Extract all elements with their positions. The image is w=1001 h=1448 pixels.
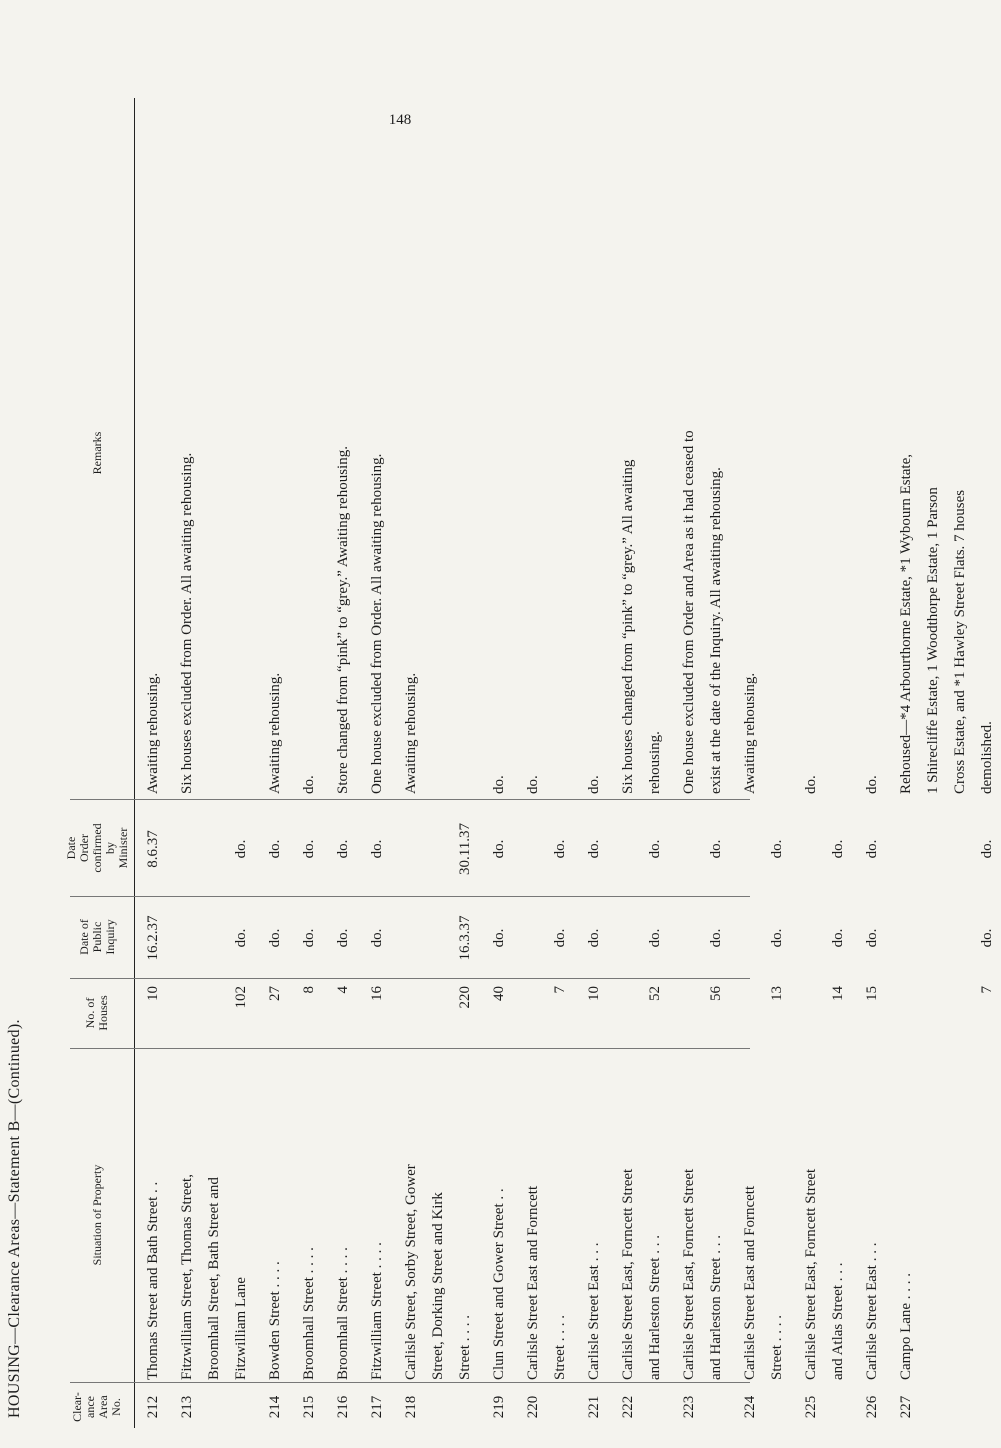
situation-line: Campo Lane . . . . bbox=[898, 1272, 914, 1380]
clearance-area-no: 213 bbox=[179, 1395, 195, 1419]
situation-line: Carlisle Street East, Forncett Street bbox=[803, 1168, 819, 1380]
house-count: 56 bbox=[708, 986, 724, 1001]
table-row bbox=[296, 98, 323, 1428]
page-number: 148 bbox=[388, 112, 412, 128]
table-row bbox=[330, 98, 357, 1428]
house-count: 13 bbox=[769, 986, 785, 1001]
table-row bbox=[615, 98, 669, 1428]
house-count: 40 bbox=[491, 986, 507, 1001]
situation-line: Fitzwilliam Street, Thomas Street, bbox=[179, 1174, 195, 1380]
inquiry-date: do. bbox=[369, 928, 385, 948]
clearance-area-no: 226 bbox=[864, 1395, 880, 1419]
inquiry-date: do. bbox=[830, 928, 846, 948]
situation-line: Carlisle Street East and Forncett bbox=[742, 1185, 758, 1380]
header-row bbox=[62, 98, 132, 1428]
house-count: 7 bbox=[979, 986, 995, 994]
situation-line: Broomhall Street . . . . bbox=[335, 1247, 351, 1380]
table-row bbox=[893, 98, 1001, 1428]
inquiry-date: do. bbox=[267, 928, 283, 948]
table-row bbox=[581, 98, 608, 1428]
house-count: 52 bbox=[647, 986, 663, 1001]
inquiry-date: do. bbox=[864, 928, 880, 948]
confirmed-date: do. bbox=[830, 839, 846, 859]
situation-line: Thomas Street and Bath Street . . bbox=[145, 1181, 161, 1380]
confirmed-date: do. bbox=[552, 839, 568, 859]
inquiry-date: do. bbox=[647, 928, 663, 948]
header-no-of-houses: No. of Houses bbox=[83, 995, 110, 1031]
situation-line: Carlisle Street East, Forncett Street bbox=[681, 1168, 697, 1380]
confirmed-date: do. bbox=[708, 839, 724, 859]
house-count: 14 bbox=[830, 986, 846, 1001]
situation-line: Clun Street and Gower Street . . bbox=[491, 1188, 507, 1380]
inquiry-date: do. bbox=[491, 928, 507, 948]
house-count: 10 bbox=[586, 986, 602, 1001]
clearance-area-no: 216 bbox=[335, 1395, 351, 1419]
table-row bbox=[676, 98, 730, 1428]
confirmed-date: do. bbox=[864, 839, 880, 859]
remarks-line: Awaiting rehousing. bbox=[403, 672, 419, 794]
remarks-line: do. bbox=[864, 775, 880, 794]
confirmed-date: do. bbox=[369, 839, 385, 859]
confirmed-date: do. bbox=[301, 839, 317, 859]
remarks-line: do. bbox=[525, 775, 541, 794]
remarks-line: Rehoused—*4 Arbourthorne Estate, *1 Wybourn Estate, bbox=[898, 453, 914, 794]
situation-line: and Atlas Street . . . bbox=[830, 1262, 846, 1380]
remarks-line: One house excluded from Order. All awaiting rehousing. bbox=[369, 453, 385, 794]
table-row bbox=[798, 98, 852, 1428]
house-count: 220 bbox=[457, 986, 473, 1009]
remarks-line: do. bbox=[301, 775, 317, 794]
remarks-line: do. bbox=[803, 775, 819, 794]
confirmed-date: do. bbox=[647, 839, 663, 859]
situation-line: Carlisle Street, Sorby Street, Gower bbox=[403, 1164, 419, 1380]
confirmed-date: do. bbox=[491, 839, 507, 859]
table-row bbox=[140, 98, 167, 1428]
situation-line: Street . . . . bbox=[457, 1315, 473, 1380]
remarks-line: Six houses changed from “pink” to “grey.” All awaiting bbox=[620, 459, 636, 794]
clearance-area-no: 214 bbox=[267, 1395, 283, 1419]
inquiry-date: do. bbox=[301, 928, 317, 948]
inquiry-date: do. bbox=[979, 928, 995, 948]
confirmed-date: do. bbox=[335, 839, 351, 859]
remarks-line: 1 Shirecliffe Estate, 1 Woodthorpe Estate, 1 Parson bbox=[925, 487, 941, 794]
header-order-confirmed: Date Order confirmed by Minister bbox=[63, 823, 130, 873]
confirmed-date: do. bbox=[586, 839, 602, 859]
remarks-line: Store changed from “pink” to “grey.” Awaiting rehousing. bbox=[335, 446, 351, 794]
situation-line: and Harleston Street . . . bbox=[647, 1235, 663, 1380]
remarks-line: exist at the date of the Inquiry. All awaiting rehousing. bbox=[708, 467, 724, 794]
house-count: 16 bbox=[369, 986, 385, 1001]
inquiry-date: 16.3.37 bbox=[457, 915, 473, 961]
table-row bbox=[737, 98, 791, 1428]
remarks-line: do. bbox=[586, 775, 602, 794]
header-remarks: Remarks bbox=[89, 431, 104, 475]
situation-line: Street . . . . bbox=[769, 1315, 785, 1380]
inquiry-date: do. bbox=[335, 928, 351, 948]
page-title: HOUSING—Clearance Areas—Statement B—(Continued). bbox=[6, 1019, 23, 1418]
remarks-line: Cross Estate, and *1 Hawley Street Flats. 7 houses bbox=[952, 489, 968, 794]
situation-line: and Harleston Street . . . bbox=[708, 1235, 724, 1380]
clearance-area-no: 221 bbox=[586, 1395, 602, 1419]
inquiry-date: do. bbox=[233, 928, 249, 948]
header-area-no: Clear- ance Area No. bbox=[70, 1392, 123, 1422]
header-rule bbox=[134, 98, 135, 1428]
clearance-area-no: 217 bbox=[369, 1395, 385, 1419]
clearance-area-no: 219 bbox=[491, 1395, 507, 1419]
inquiry-date: do. bbox=[552, 928, 568, 948]
situation-line: Carlisle Street East, Forncett Street bbox=[620, 1168, 636, 1380]
house-count: 27 bbox=[267, 986, 283, 1001]
house-count: 102 bbox=[233, 986, 249, 1009]
remarks-line: One house excluded from Order and Area as it had ceased to bbox=[681, 430, 697, 794]
clearance-area-no: 222 bbox=[620, 1395, 636, 1419]
house-count: 10 bbox=[145, 986, 161, 1001]
house-count: 15 bbox=[864, 986, 880, 1001]
clearance-area-no: 218 bbox=[403, 1395, 419, 1419]
inquiry-date: do. bbox=[708, 928, 724, 948]
table-row bbox=[364, 98, 391, 1428]
remarks-line: Awaiting rehousing. bbox=[267, 672, 283, 794]
situation-line: Carlisle Street East and Forncett bbox=[525, 1185, 541, 1380]
confirmed-date: do. bbox=[233, 839, 249, 859]
confirmed-date: do. bbox=[979, 839, 995, 859]
table-row bbox=[486, 98, 513, 1428]
clearance-area-no: 212 bbox=[145, 1395, 161, 1419]
situation-line: Broomhall Street, Bath Street and bbox=[206, 1177, 222, 1380]
confirmed-date: do. bbox=[769, 839, 785, 859]
remarks-line: do. bbox=[491, 775, 507, 794]
table-row bbox=[174, 98, 255, 1428]
clearance-area-no: 224 bbox=[742, 1395, 758, 1419]
situation-line: Bowden Street . . . . bbox=[267, 1261, 283, 1380]
header-situation: Situation of Property bbox=[89, 1164, 104, 1266]
situation-line: Broomhall Street . . . . bbox=[301, 1247, 317, 1380]
house-count: 4 bbox=[335, 986, 351, 994]
inquiry-date: do. bbox=[769, 928, 785, 948]
situation-line: Street, Dorking Street and Kirk bbox=[430, 1192, 446, 1380]
situation-line: Carlisle Street East . . . bbox=[864, 1242, 880, 1380]
clearance-area-no: 227 bbox=[898, 1395, 914, 1419]
remarks-line: rehousing. bbox=[647, 731, 663, 794]
table-row bbox=[262, 98, 289, 1428]
table-row bbox=[859, 98, 886, 1428]
confirmed-date: do. bbox=[267, 839, 283, 859]
remarks-line: Awaiting rehousing. bbox=[145, 672, 161, 794]
remarks-line: demolished. bbox=[979, 721, 995, 794]
situation-line: Fitzwilliam Street . . . . bbox=[369, 1242, 385, 1380]
clearance-area-no: 223 bbox=[681, 1395, 697, 1419]
situation-line: Street . . . . bbox=[552, 1315, 568, 1380]
remarks-line: Awaiting rehousing. bbox=[742, 672, 758, 794]
confirmed-date: 30.11.37 bbox=[457, 823, 473, 875]
situation-line: Carlisle Street East . . . bbox=[586, 1242, 602, 1380]
inquiry-date: 16.2.37 bbox=[145, 915, 161, 961]
clearance-table bbox=[62, 98, 995, 1428]
header-public-inquiry: Date of Public Inquiry bbox=[76, 919, 117, 955]
house-count: 7 bbox=[552, 986, 568, 994]
remarks-line: Six houses excluded from Order. All awaiting rehousing. bbox=[179, 452, 195, 794]
house-count: 8 bbox=[301, 986, 317, 994]
clearance-area-no: 225 bbox=[803, 1395, 819, 1419]
confirmed-date: 8.6.37 bbox=[145, 830, 161, 868]
table-row bbox=[398, 98, 479, 1428]
situation-line: Fitzwilliam Lane bbox=[233, 1277, 249, 1380]
table-row bbox=[520, 98, 574, 1428]
clearance-area-no: 220 bbox=[525, 1395, 541, 1419]
clearance-area-no: 215 bbox=[301, 1395, 317, 1419]
inquiry-date: do. bbox=[586, 928, 602, 948]
